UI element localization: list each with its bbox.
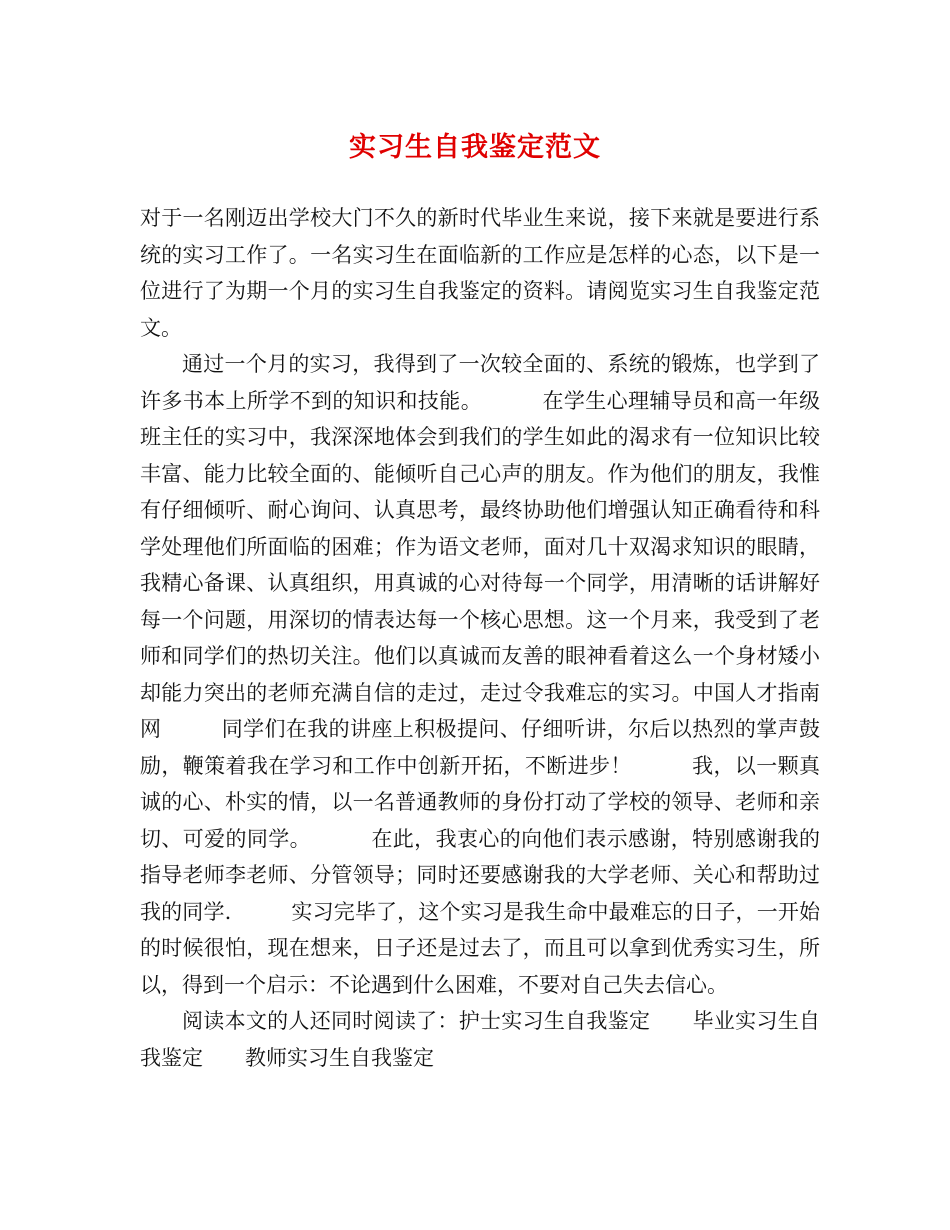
related-link-nurse[interactable]: 护士实习生自我鉴定 <box>458 1009 651 1033</box>
related-lead: 阅读本文的人还同时阅读了： <box>182 1009 459 1033</box>
related-paragraph <box>140 1003 820 1076</box>
intro-paragraph: 对于一名刚迈出学校大门不久的新时代毕业生来说，接下来就是要进行系统的实习工作了。一名实习生在面临新的工作应是怎样的心态，以下是一位进行了为期一个月的实习生自我鉴定的资料。请阅览实习生自我鉴定范文。 <box>140 206 820 340</box>
body-sentence-3: 同学们在我的讲座上积极提问、仔细听讲，尔后以热烈的掌声鼓励，鞭策着我在学习和工作中创新开拓，不断进步！ <box>140 717 821 778</box>
related-link-graduate[interactable]: 毕业实习生自我鉴定 <box>140 1009 821 1070</box>
related-link-teacher[interactable]: 教师实习生自我鉴定 <box>245 1045 434 1070</box>
body-sentence-4: 我，以一颗真诚的心、朴实的情，以一名普通教师的身份打动了学校的领导、老师和亲切、可爱的同学。 <box>140 753 821 851</box>
document-body <box>140 200 820 1076</box>
document-title: 实习生自我鉴定范文 <box>349 132 601 163</box>
body-sentence-5: 在此，我衷心的向他们表示感谢，特别感谢我的指导老师李老师、分管领导；同时还要感谢我的大学老师、关心和帮助过我的同学. <box>140 826 821 924</box>
body-sentence-2: 在学生心理辅导员和高一年级班主任的实习中，我深深地体会到我们的学生如此的渴求有一位知识比较丰富、能力比较全面的、能倾听自己心声的朋友。作为他们的朋友，我惟有仔细倾听、耐心询问、认真思考，最终协助他们增强认知正确看待和科学处理他们所面临的困难；作为语文老师，面对几十双渴求知识的眼睛，我精心备课、认真组织，用真诚的心对待每一个同学，用清晰的话讲解好每一个问题，用深切的情表达每一个核心思想。这一个月来，我受到了老师和同学们的热切关注。他们以真诚而友善的眼神看着这么一个身材矮小却能力突出的老师充满自信的走过，走过令我难忘的实习。中国人才指南网 <box>140 388 821 741</box>
body-sentence-1: 通过一个月的实习，我得到了一次较全面的、系统的锻炼，也学到了许多书本上所学不到的知识和技能。 <box>140 352 820 413</box>
body-sentence-6: 实习完毕了，这个实习是我生命中最难忘的日子，一开始的时候很怕，现在想来，日子还是过去了，而且可以拿到优秀实习生，所以，得到一个启示：不论遇到什么困难，不要对自己失去信心。 <box>140 899 820 997</box>
body-paragraph <box>140 346 820 1003</box>
